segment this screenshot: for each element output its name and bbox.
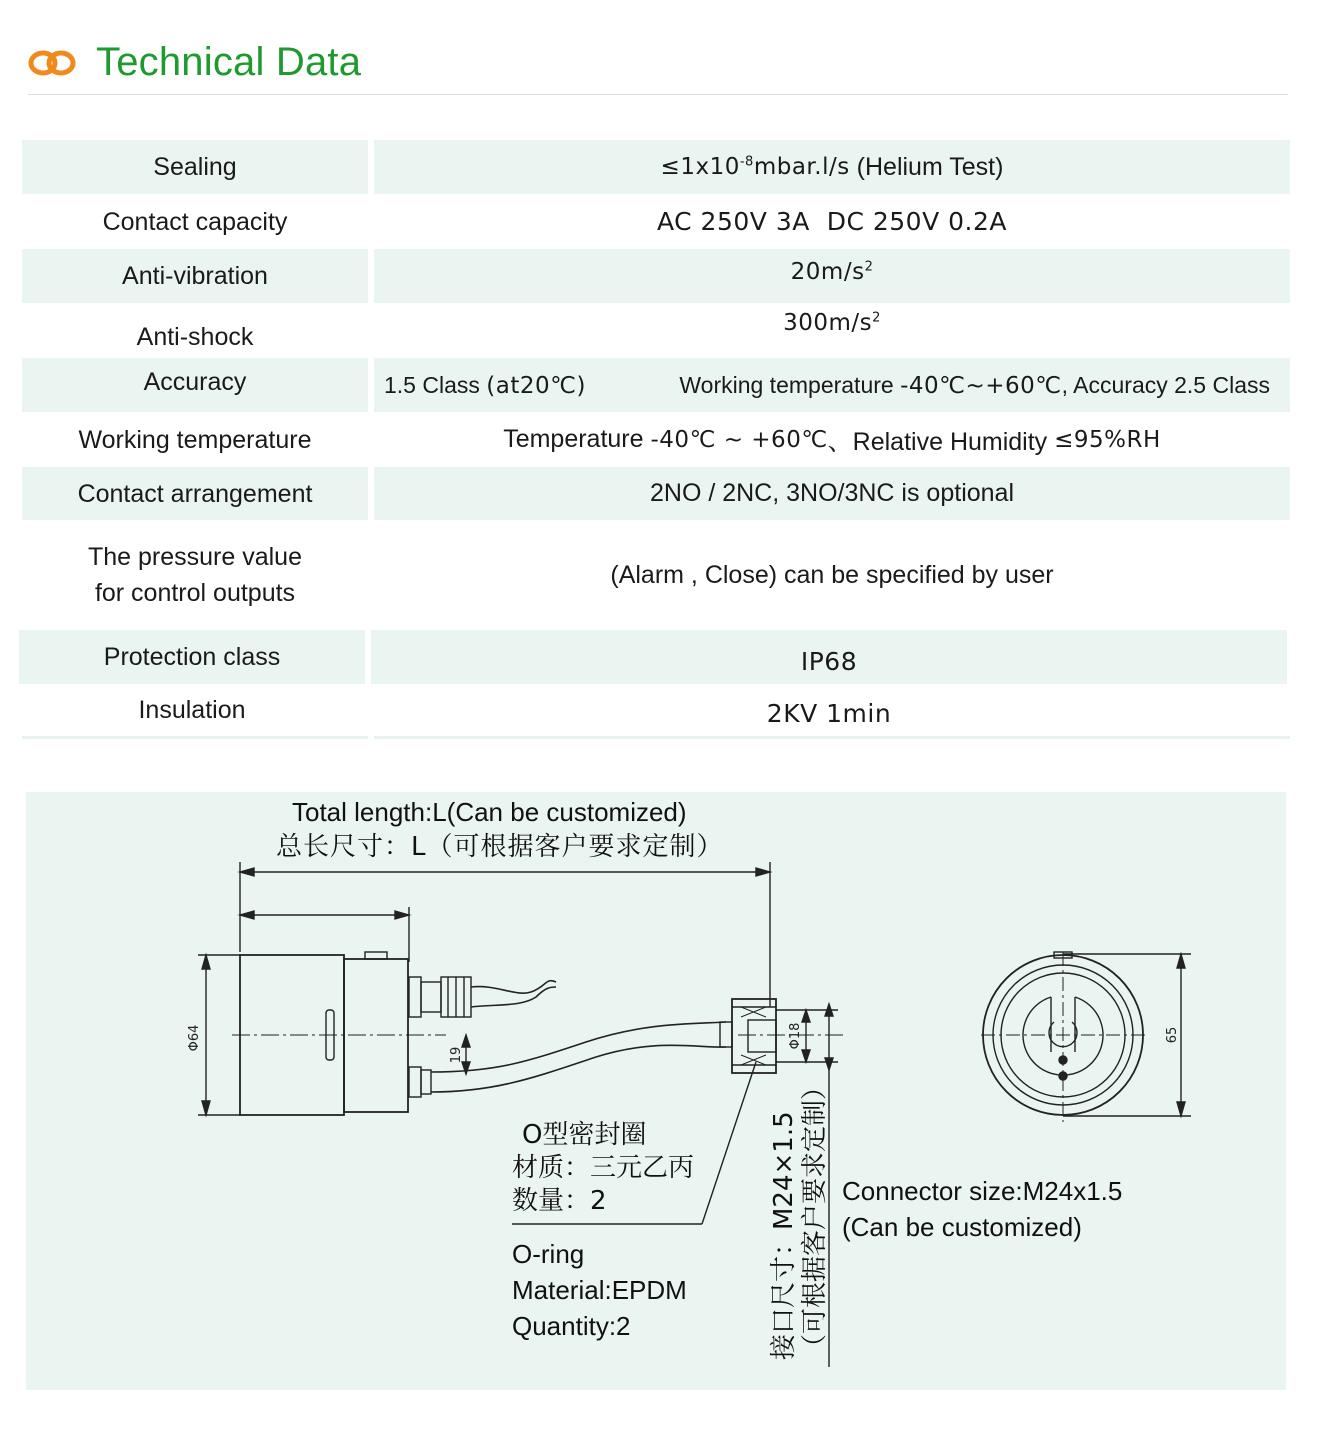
oring-en-1: O-ring <box>512 1239 585 1269</box>
table-row <box>22 195 1290 248</box>
spec-value: AC 250V 3A DC 250V 0.2A <box>656 207 1007 236</box>
spec-value: 1.5 Class (at20℃) Working temperature -40℃~+60℃, Accuracy 2.5 Class <box>374 358 1290 412</box>
table-row <box>19 685 1287 735</box>
table-row <box>22 521 1290 629</box>
spec-label: Anti-shock <box>136 323 254 351</box>
spec-label: Protection class <box>19 630 365 684</box>
spec-label: Contact capacity <box>102 207 288 236</box>
oring-cn-2: 材质：三元乙丙 <box>512 1153 695 1183</box>
section-header <box>28 38 1288 95</box>
table-row <box>22 249 1290 303</box>
spec-label: The pressure value for control outputs <box>87 543 302 607</box>
table-row <box>22 304 1290 357</box>
page-title: Technical Data <box>96 40 362 84</box>
oring-en-3: Quantity:2 <box>512 1311 631 1341</box>
table-row <box>22 467 1290 520</box>
connector-en-2: (Can be customized) <box>842 1212 1082 1242</box>
connector-cn-label-1: 接口尺寸：M24×1.5 <box>769 1111 799 1360</box>
connector-cn-label-2: （可根据客户要求定制） <box>800 1073 830 1360</box>
table-row <box>22 413 1290 466</box>
spec-value: 2KV 1min <box>766 698 892 728</box>
dim-65-label: 65 <box>1165 1026 1180 1044</box>
oring-cn-3: 数量：2 <box>512 1186 607 1216</box>
spec-value: $300m/s^2$ <box>783 310 881 336</box>
total-length-cn: 总长尺寸：L（可根据客户要求定制） <box>276 832 724 862</box>
oring-cn-1: O型密封圈 <box>522 1120 647 1150</box>
spec-value: $\le 1x10^{-8}mbar.l/s$ (Helium Test) <box>374 140 1290 194</box>
spec-value: (Alarm , Close) can be specified by user <box>610 560 1054 589</box>
spec-label: Contact arrangement <box>22 467 368 520</box>
spec-label: Sealing <box>22 140 368 194</box>
dim-19-label: 19 <box>449 1046 464 1064</box>
dimension-drawing <box>26 792 1286 1390</box>
total-length-en: Total length:L(Can be customized) <box>292 797 687 827</box>
connector-en-1: Connector size:M24x1.5 <box>842 1176 1123 1206</box>
spec-label: Accuracy <box>22 358 368 412</box>
oring-en-2: Material:EPDM <box>512 1275 687 1305</box>
table-bottom-border <box>22 736 1290 739</box>
spec-value: Temperature -40℃ ~ +60℃ 、Relative Humidity ≤95%RH <box>503 425 1161 456</box>
table-row <box>22 358 1290 412</box>
spec-value: 2NO / 2NC, 3NO/3NC is optional <box>374 467 1290 520</box>
spec-value: IP68 <box>371 630 1287 684</box>
dim-diameter-label: Φ64 <box>187 1024 202 1052</box>
double-ring-icon <box>28 48 78 78</box>
spec-value: $20m/s^2$ <box>374 249 1290 303</box>
spec-label: Working temperature <box>78 425 312 454</box>
spec-label: Anti-vibration <box>22 249 368 303</box>
dim-phi18-label: Φ18 <box>788 1022 803 1050</box>
table-row <box>22 140 1290 194</box>
table-row <box>19 630 1287 684</box>
spec-label: Insulation <box>138 696 246 724</box>
